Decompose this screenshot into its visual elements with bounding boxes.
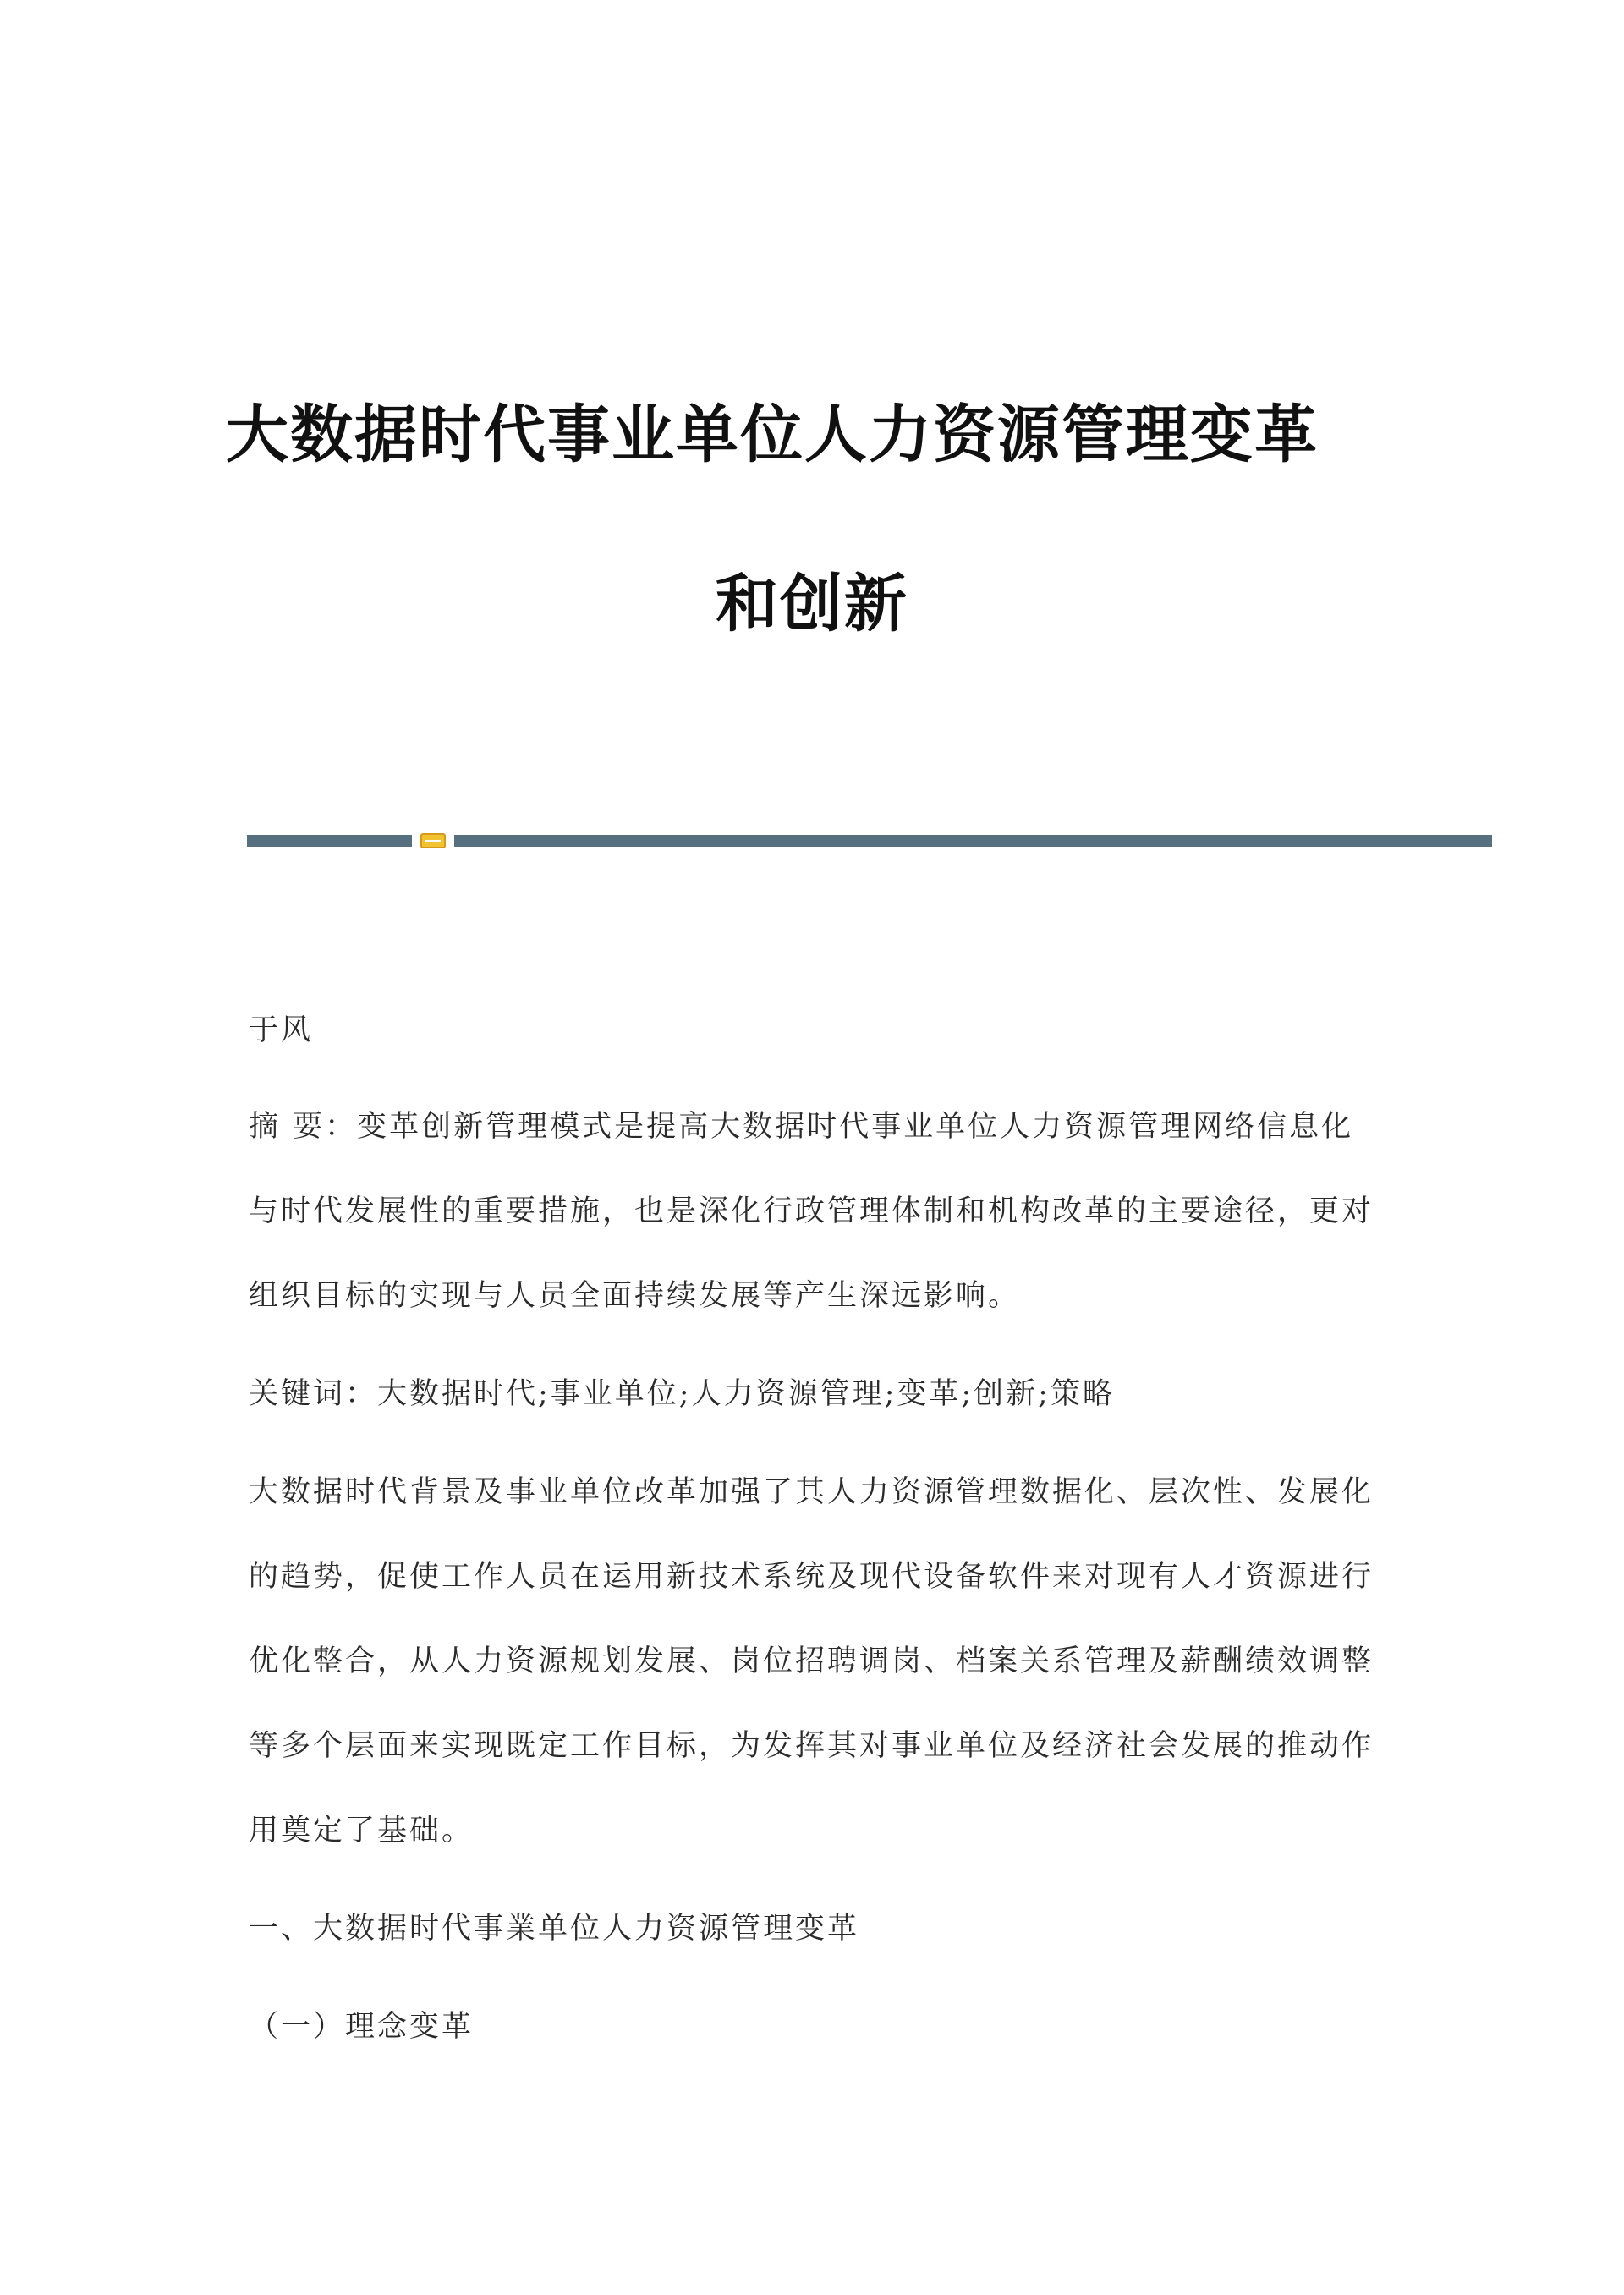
divider-bar-left xyxy=(247,835,412,847)
document-title-line-1: 大数据时代事业单位人力资源管理变革 xyxy=(226,398,1319,471)
divider-ornament-icon xyxy=(420,833,446,848)
document-body xyxy=(249,988,1382,2083)
document-title-line-2: 和创新 xyxy=(716,568,908,640)
subsection-heading: （一）理念变革 xyxy=(249,2010,475,2044)
divider-bar-right xyxy=(454,835,1492,847)
abstract-paragraph: 摘 要：变革创新管理模式是提高大数据时代事业单位人力资源管理网络信息化与时代发展性的重要措施，也是深化行政管理体制和机构改革的主要途径，更对组织目标的实现与人员全面持续发展等产生深远影响。 xyxy=(249,1110,1374,1313)
keywords-line: 关键词：大数据时代;事业单位;人力资源管理;变革;创新;策略 xyxy=(249,1377,1115,1411)
title-divider xyxy=(247,833,1492,848)
section-heading: 一、大数据时代事業单位人力资源管理变革 xyxy=(249,1912,860,1946)
intro-paragraph: 大数据时代背景及事业单位改革加强了其人力资源管理数据化、层次性、发展化的趋势，促使工作人员在运用新技术系统及现代设备软件来对现有人才资源进行优化整合，从人力资源规划发展、岗位招聘调岗、档案关系管理及薪酬绩效调整等多个层面来实现既定工作目标，为发挥其对事业单位及经济社会发展的推动作用奠定了基础。 xyxy=(249,1475,1374,1848)
author-name: 于风 xyxy=(249,1013,314,1047)
